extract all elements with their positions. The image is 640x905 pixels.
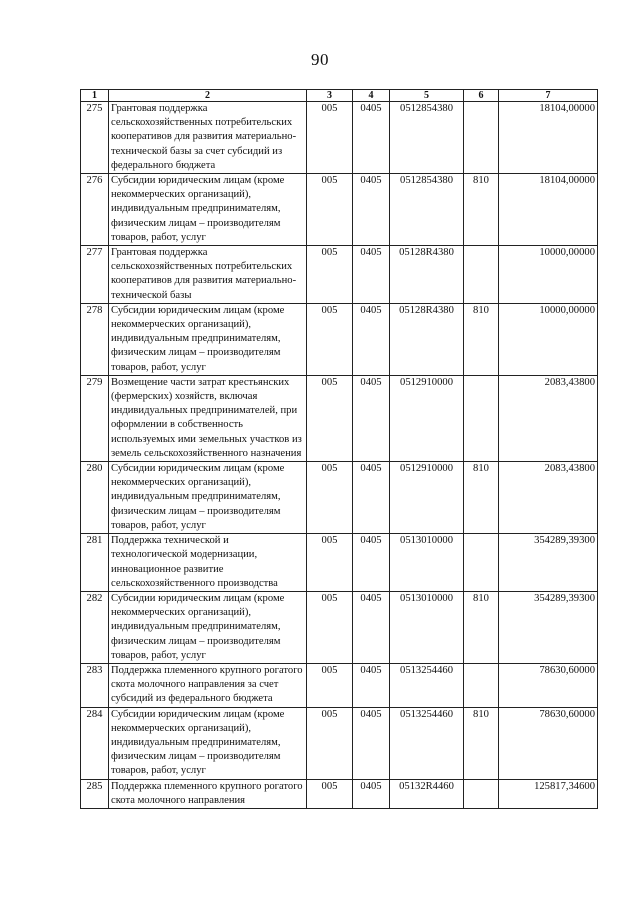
- amount-cell: 354289,39300: [499, 534, 598, 592]
- item-name-cell: Субсидии юридическим лицам (кроме некоммерческих организаций), индивидуальным предпринимателям, физическим лицам – производителям товаров, работ, услуг: [109, 174, 307, 246]
- ministry-code-cell: 005: [307, 663, 353, 707]
- section-code-cell: 0405: [353, 246, 390, 304]
- row-number-cell: 276: [81, 174, 109, 246]
- table-row: [81, 707, 598, 779]
- table-row: [81, 534, 598, 592]
- header-col-5: 5: [390, 90, 464, 102]
- table-row: [81, 174, 598, 246]
- expense-type-cell: [464, 246, 499, 304]
- target-article-cell: 0512854380: [390, 102, 464, 174]
- target-article-cell: 0513254460: [390, 707, 464, 779]
- header-col-2: 2: [109, 90, 307, 102]
- item-name-cell: Субсидии юридическим лицам (кроме некоммерческих организаций), индивидуальным предпринимателям, физическим лицам – производителям товаров, работ, услуг: [109, 707, 307, 779]
- target-article-cell: 0513010000: [390, 591, 464, 663]
- item-name-cell: Субсидии юридическим лицам (кроме некоммерческих организаций), индивидуальным предпринимателям, физическим лицам – производителям товаров, работ, услуг: [109, 303, 307, 375]
- expense-type-cell: 810: [464, 462, 499, 534]
- amount-cell: 18104,00000: [499, 174, 598, 246]
- expense-type-cell: 810: [464, 591, 499, 663]
- page-number: 90: [311, 50, 329, 69]
- ministry-code-cell: 005: [307, 174, 353, 246]
- item-name-cell: Грантовая поддержка сельскохозяйственных потребительских кооперативов для развития материально-технической базы за счет субсидий из федерального бюджета: [109, 102, 307, 174]
- item-name-cell: Поддержка племенного крупного рогатого скота молочного направления: [109, 779, 307, 808]
- header-col-7: 7: [499, 90, 598, 102]
- ministry-code-cell: 005: [307, 102, 353, 174]
- ministry-code-cell: 005: [307, 462, 353, 534]
- target-article-cell: 05128R4380: [390, 246, 464, 304]
- item-name-cell: Субсидии юридическим лицам (кроме некоммерческих организаций), индивидуальным предпринимателям, физическим лицам – производителям товаров, работ, услуг: [109, 591, 307, 663]
- row-number-cell: 282: [81, 591, 109, 663]
- section-code-cell: 0405: [353, 102, 390, 174]
- header-col-4: 4: [353, 90, 390, 102]
- expense-type-cell: 810: [464, 303, 499, 375]
- amount-cell: 10000,00000: [499, 303, 598, 375]
- expense-type-cell: [464, 102, 499, 174]
- amount-cell: 2083,43800: [499, 375, 598, 461]
- ministry-code-cell: 005: [307, 779, 353, 808]
- row-number-cell: 283: [81, 663, 109, 707]
- expense-type-cell: [464, 534, 499, 592]
- header-row: [81, 90, 598, 102]
- target-article-cell: 0512910000: [390, 375, 464, 461]
- section-code-cell: 0405: [353, 375, 390, 461]
- section-code-cell: 0405: [353, 663, 390, 707]
- table-row: [81, 462, 598, 534]
- section-code-cell: 0405: [353, 462, 390, 534]
- target-article-cell: 0512910000: [390, 462, 464, 534]
- header-col-3: 3: [307, 90, 353, 102]
- row-number-cell: 281: [81, 534, 109, 592]
- expense-type-cell: [464, 663, 499, 707]
- row-number-cell: 280: [81, 462, 109, 534]
- amount-cell: 354289,39300: [499, 591, 598, 663]
- ministry-code-cell: 005: [307, 707, 353, 779]
- amount-cell: 78630,60000: [499, 707, 598, 779]
- section-code-cell: 0405: [353, 174, 390, 246]
- section-code-cell: 0405: [353, 779, 390, 808]
- expense-type-cell: 810: [464, 174, 499, 246]
- table-row: [81, 102, 598, 174]
- target-article-cell: 05128R4380: [390, 303, 464, 375]
- ministry-code-cell: 005: [307, 303, 353, 375]
- section-code-cell: 0405: [353, 591, 390, 663]
- expense-type-cell: 810: [464, 707, 499, 779]
- section-code-cell: 0405: [353, 707, 390, 779]
- ministry-code-cell: 005: [307, 534, 353, 592]
- row-number-cell: 275: [81, 102, 109, 174]
- expense-type-cell: [464, 779, 499, 808]
- table-row: [81, 246, 598, 304]
- amount-cell: 10000,00000: [499, 246, 598, 304]
- row-number-cell: 279: [81, 375, 109, 461]
- header-col-6: 6: [464, 90, 499, 102]
- amount-cell: 18104,00000: [499, 102, 598, 174]
- row-number-cell: 285: [81, 779, 109, 808]
- item-name-cell: Субсидии юридическим лицам (кроме некоммерческих организаций), индивидуальным предпринимателям, физическим лицам – производителям товаров, работ, услуг: [109, 462, 307, 534]
- table-row: [81, 303, 598, 375]
- item-name-cell: Поддержка технической и технологической модернизации, инновационное развитие сельскохозяйственного производства: [109, 534, 307, 592]
- table-row: [81, 591, 598, 663]
- expense-type-cell: [464, 375, 499, 461]
- item-name-cell: Грантовая поддержка сельскохозяйственных потребительских кооперативов для развития материально-технической базы: [109, 246, 307, 304]
- target-article-cell: 05132R4460: [390, 779, 464, 808]
- section-code-cell: 0405: [353, 534, 390, 592]
- budget-table: [80, 89, 598, 809]
- ministry-code-cell: 005: [307, 375, 353, 461]
- target-article-cell: 0512854380: [390, 174, 464, 246]
- row-number-cell: 278: [81, 303, 109, 375]
- section-code-cell: 0405: [353, 303, 390, 375]
- table-row: [81, 779, 598, 808]
- header-col-1: 1: [81, 90, 109, 102]
- target-article-cell: 0513010000: [390, 534, 464, 592]
- amount-cell: 125817,34600: [499, 779, 598, 808]
- item-name-cell: Поддержка племенного крупного рогатого скота молочного направления за счет субсидий из федерального бюджета: [109, 663, 307, 707]
- item-name-cell: Возмещение части затрат крестьянских (фермерских) хозяйств, включая индивидуальных предпринимателей, при оформлении в собственность используемых ими земельных участков из земель сельскохозяйственного назначения: [109, 375, 307, 461]
- row-number-cell: 284: [81, 707, 109, 779]
- ministry-code-cell: 005: [307, 246, 353, 304]
- amount-cell: 2083,43800: [499, 462, 598, 534]
- target-article-cell: 0513254460: [390, 663, 464, 707]
- table-row: [81, 663, 598, 707]
- amount-cell: 78630,60000: [499, 663, 598, 707]
- ministry-code-cell: 005: [307, 591, 353, 663]
- row-number-cell: 277: [81, 246, 109, 304]
- table-row: [81, 375, 598, 461]
